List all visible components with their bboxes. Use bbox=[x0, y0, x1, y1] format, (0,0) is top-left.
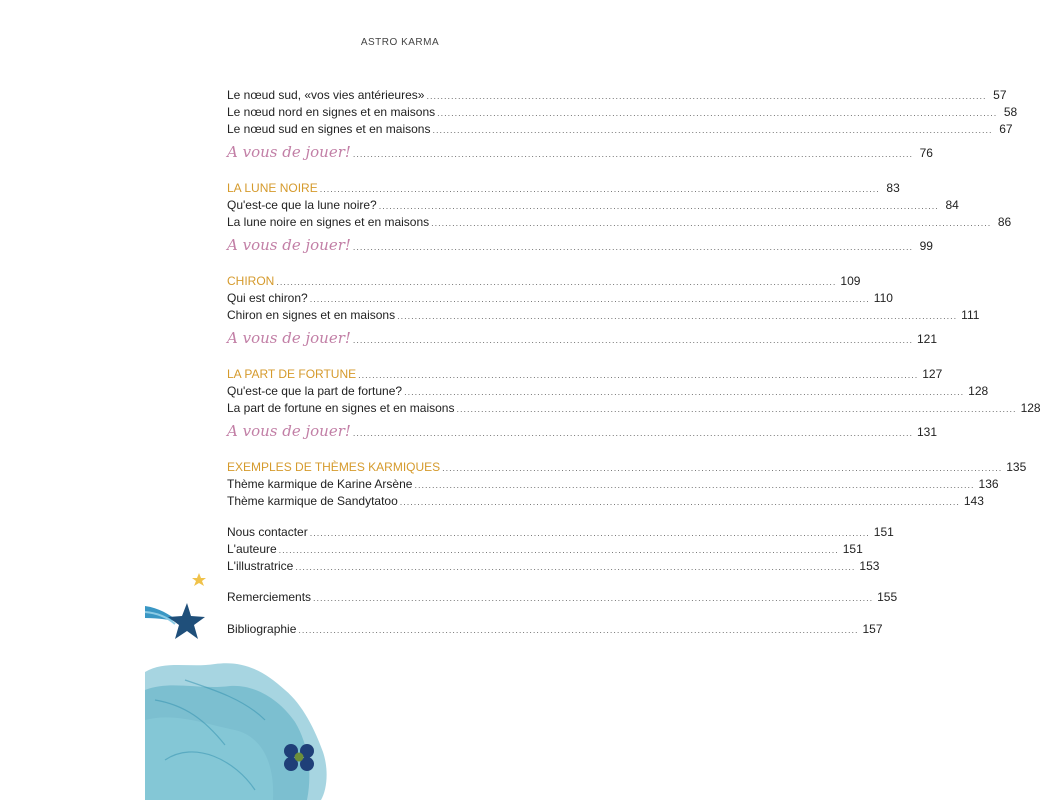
toc-page-number: 151 bbox=[873, 525, 894, 539]
toc-entry-label: Thème karmique de Karine Arsène bbox=[227, 477, 413, 491]
dot-leader: ................................................................................................................................................................ bbox=[352, 242, 913, 252]
dot-leader: ................................................................................................................................................................ bbox=[313, 593, 874, 603]
toc-page-number: 128 bbox=[968, 384, 989, 398]
toc-page-number: 143 bbox=[963, 494, 984, 508]
dot-leader: ................................................................................................................................................................ bbox=[352, 149, 913, 159]
shooting-star-icon bbox=[145, 603, 205, 639]
running-head: ASTRO KARMA bbox=[360, 37, 440, 48]
toc-page-number: 128 bbox=[1020, 401, 1041, 415]
toc-entry-label: Qu'est-ce que la lune noire? bbox=[227, 198, 377, 212]
small-star-icon bbox=[192, 573, 206, 586]
toc-page-number: 86 bbox=[997, 215, 1012, 229]
toc-entry-label: Le nœud sud, «vos vies antérieures» bbox=[227, 88, 425, 102]
toc-entry-label: A vous de jouer! bbox=[227, 236, 351, 254]
toc-page-number: 111 bbox=[961, 308, 980, 322]
toc-entry-label: CHIRON bbox=[227, 274, 275, 288]
toc-entry-label: Qui est chiron? bbox=[227, 291, 308, 305]
toc-page-number: 121 bbox=[916, 332, 938, 346]
toc-entry-label: L'auteure bbox=[227, 542, 277, 556]
toc-page-number: 109 bbox=[840, 274, 861, 288]
dot-leader: ................................................................................................................................................................ bbox=[431, 218, 992, 228]
dot-leader: ................................................................................................................................................................ bbox=[309, 528, 870, 538]
toc-entry-label: A vous de jouer! bbox=[227, 143, 351, 161]
toc-entry-label: L'illustratrice bbox=[227, 559, 294, 573]
decoration-layer bbox=[145, 0, 655, 800]
dot-leader: ................................................................................................................................................................ bbox=[319, 184, 880, 194]
toc-page-number: 151 bbox=[842, 542, 863, 556]
dot-leader: ................................................................................................................................................................ bbox=[432, 125, 993, 135]
toc-page-number: 76 bbox=[919, 146, 933, 160]
toc-entry-label: Remerciements bbox=[227, 590, 312, 604]
toc-entry-label: EXEMPLES DE THÈMES KARMIQUES bbox=[227, 460, 441, 474]
dot-leader: ................................................................................................................................................................ bbox=[378, 201, 939, 211]
dot-leader: ................................................................................................................................................................ bbox=[295, 562, 856, 572]
toc-page-number: 110 bbox=[873, 291, 893, 305]
dot-leader: ................................................................................................................................................................ bbox=[278, 545, 839, 555]
dot-leader: ................................................................................................................................................................ bbox=[442, 463, 1003, 473]
toc-page-number: 57 bbox=[993, 88, 1007, 102]
toc-entry-label: LA PART DE FORTUNE bbox=[227, 367, 357, 381]
dot-leader: ................................................................................................................................................................ bbox=[352, 335, 913, 345]
toc-entry-label: La lune noire en signes et en maisons bbox=[227, 215, 430, 229]
toc-page-number: 58 bbox=[1003, 105, 1018, 119]
toc-entry-label: La part de fortune en signes et en maisons bbox=[227, 401, 455, 415]
toc-entry-label: Qu'est-ce que la part de fortune? bbox=[227, 384, 403, 398]
toc-entry-label: Le nœud sud en signes et en maisons bbox=[227, 122, 431, 136]
toc-entry-label: Bibliographie bbox=[227, 622, 297, 636]
dot-leader: ................................................................................................................................................................ bbox=[309, 294, 870, 304]
dot-leader: ................................................................................................................................................................ bbox=[276, 277, 837, 287]
toc-entry-label: A vous de jouer! bbox=[227, 329, 351, 347]
dot-leader: ................................................................................................................................................................ bbox=[456, 404, 1017, 414]
dot-leader: ................................................................................................................................................................ bbox=[404, 387, 965, 397]
toc-page-number: 127 bbox=[922, 367, 943, 381]
watercolor-wash-illustration bbox=[145, 663, 327, 800]
toc-page-number: 84 bbox=[945, 198, 959, 212]
toc-page-number: 83 bbox=[886, 181, 900, 195]
toc-page-number: 153 bbox=[859, 559, 880, 573]
toc-page-number: 67 bbox=[999, 122, 1013, 136]
dot-leader: ................................................................................................................................................................ bbox=[399, 497, 960, 507]
dot-leader: ................................................................................................................................................................ bbox=[437, 108, 998, 118]
dot-leader: ................................................................................................................................................................ bbox=[298, 625, 859, 635]
dot-leader: ................................................................................................................................................................ bbox=[352, 428, 913, 438]
toc-entry-label: A vous de jouer! bbox=[227, 422, 351, 440]
dot-leader: ................................................................................................................................................................ bbox=[414, 480, 975, 490]
toc-entry-label: Thème karmique de Sandytatoo bbox=[227, 494, 398, 508]
toc-page-number: 136 bbox=[978, 477, 999, 491]
toc-entry-label: Chiron en signes et en maisons bbox=[227, 308, 396, 322]
toc-entry-label: LA LUNE NOIRE bbox=[227, 181, 318, 195]
toc-page-number: 131 bbox=[916, 425, 938, 439]
toc-page-number: 99 bbox=[919, 239, 933, 253]
dot-leader: ................................................................................................................................................................ bbox=[426, 91, 987, 101]
toc-page-number: 155 bbox=[877, 590, 898, 604]
toc-entry-label: Nous contacter bbox=[227, 525, 308, 539]
book-page bbox=[145, 0, 1041, 800]
toc-entry-label: Le nœud nord en signes et en maisons bbox=[227, 105, 436, 119]
toc-page-number: 135 bbox=[1006, 460, 1027, 474]
toc-page-number: 157 bbox=[862, 622, 883, 636]
dot-leader: ................................................................................................................................................................ bbox=[358, 370, 919, 380]
dot-leader: ................................................................................................................................................................ bbox=[397, 311, 958, 321]
